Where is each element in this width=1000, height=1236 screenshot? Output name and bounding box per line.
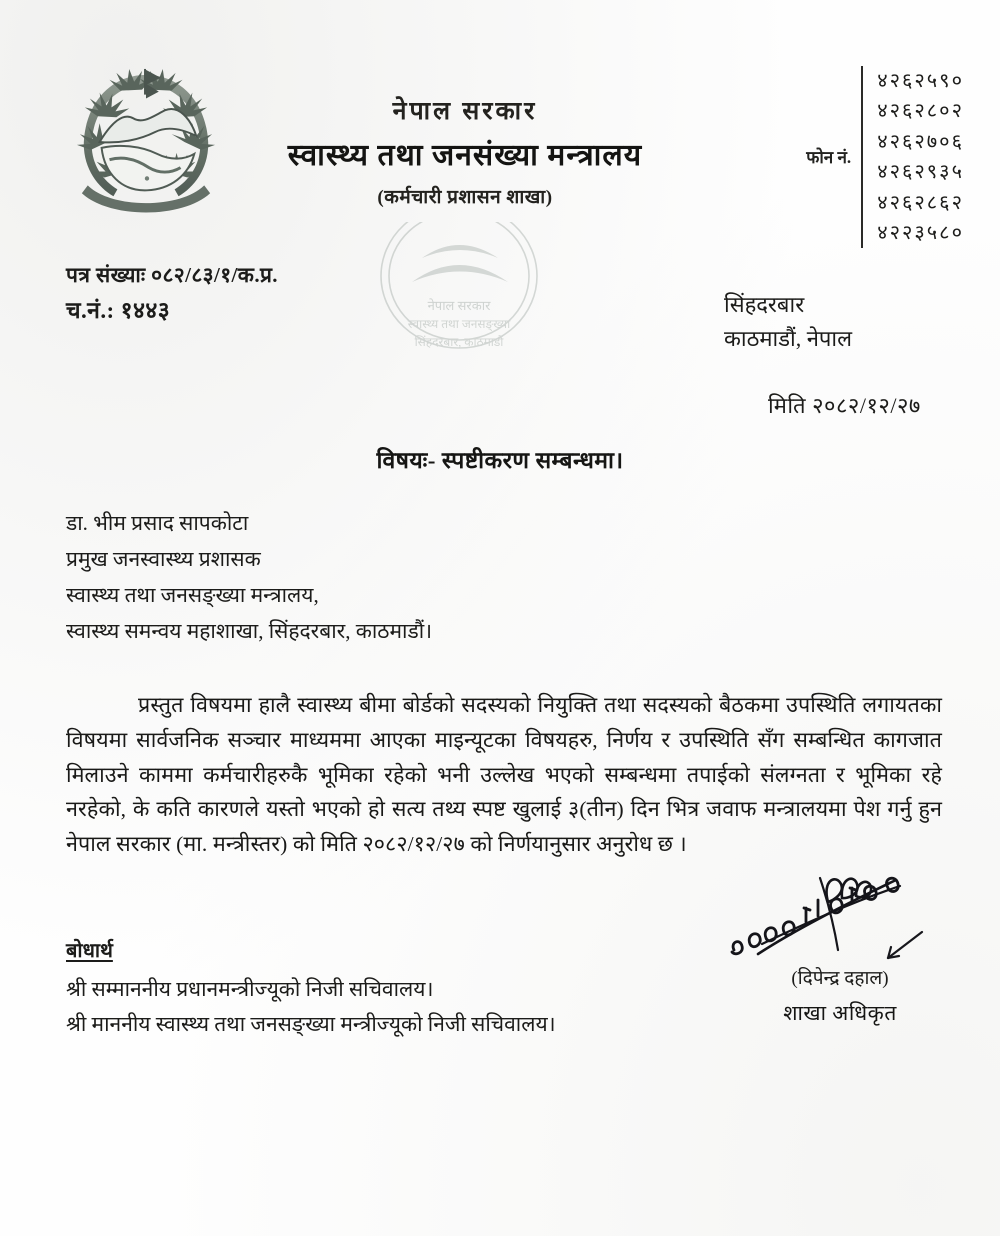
ministry-name: स्वास्थ्य तथा जनसंख्या मन्त्रालय bbox=[287, 139, 643, 173]
svg-text:नेपाल सरकार: नेपाल सरकार bbox=[427, 298, 491, 313]
chalani-number: च.नं.: १४४३ bbox=[66, 298, 171, 324]
recipient-name: डा. भीम प्रसाद सापकोटा bbox=[66, 511, 249, 535]
phone-number: ४२६२९३५ bbox=[877, 161, 964, 184]
letterhead-titles bbox=[250, 96, 680, 209]
recipient-designation: प्रमुख जनस्वास्थ्य प्रशासक bbox=[66, 547, 261, 572]
copy-to-title: बोधार्थ bbox=[66, 940, 113, 962]
copy-to-block bbox=[66, 935, 556, 1042]
phone-number: ४२२३५८० bbox=[877, 221, 964, 244]
signatory-name: (दिपेन्द्र दहाल) bbox=[791, 968, 889, 989]
copy-to-item: श्री माननीय स्वास्थ्य तथा जनसङ्ख्या मन्त्रीज्यूको निजी सचिवालय। bbox=[66, 1012, 556, 1037]
sender-address bbox=[724, 288, 852, 356]
svg-text:सिंहदरबार, काठमाडौं: सिंहदरबार, काठमाडौं bbox=[414, 335, 504, 349]
body-paragraph: प्रस्तुत विषयमा हालै स्वास्थ्य बीमा बोर्डको सदस्यको नियुक्ति तथा सदस्यको बैठकमा उपस्थिति लगायतका विषयमा सार्वजनिक सञ्चार माध्यममा आएका माइन्यूटका विषयहरु, निर्णय र उपस्थिति सँग सम्बन्धित कागजात मिलाउने काममा कर्मचारीहरुकै भूमिका रहेको भनी उल्लेख भएको सम्बन्धमा तपाईको संलग्नता र भूमिका रहे नरहेको, के कति कारणले यस्तो भएको हो सत्य तथ्य स्पष्ट खुलाई ३(तीन) दिन भित्र जवाफ मन्त्रालयमा पेश गर्नु हुन नेपाल सरकार (मा. मन्त्रीस्तर) को मिति २०८२/१२/२७ को निर्णयानुसार अनुरोध छ । bbox=[66, 693, 942, 857]
phone-number: ४२६२७०६ bbox=[877, 130, 964, 153]
nepal-government-emblem-icon bbox=[72, 64, 220, 214]
phone-number: ४२६२८०२ bbox=[877, 100, 964, 123]
government-name: नेपाल सरकार bbox=[392, 98, 538, 125]
branch-name: (कर्मचारी प्रशासन शाखा) bbox=[377, 187, 553, 209]
phone-block bbox=[806, 66, 964, 248]
signature-block bbox=[700, 872, 980, 1027]
signatory-designation: शाखा अधिकृत bbox=[783, 1001, 897, 1025]
recipient-block bbox=[66, 505, 432, 649]
copy-to-item: श्री सम्माननीय प्रधानमन्त्रीज्यूको निजी सचिवालय। bbox=[66, 977, 434, 1002]
phone-number: ४२६२८६२ bbox=[877, 191, 964, 214]
recipient-department: स्वास्थ्य समन्वय महाशाखा, सिंहदरबार, काठमाडौं। bbox=[66, 619, 433, 644]
address-line-1: सिंहदरबार bbox=[724, 292, 805, 317]
address-line-2: काठमाडौं, नेपाल bbox=[724, 326, 853, 352]
phone-divider bbox=[861, 66, 863, 248]
official-round-seal-icon bbox=[352, 222, 567, 362]
phone-label: फोन नं. bbox=[806, 147, 852, 167]
reference-numbers bbox=[66, 258, 278, 329]
handwritten-signature bbox=[700, 872, 980, 968]
letter-number: पत्र संख्याः ०८२/८३/१/क.प्र. bbox=[66, 263, 278, 287]
subject-line: विषयः- स्पष्टीकरण सम्बन्धमा। bbox=[376, 448, 624, 473]
recipient-organization: स्वास्थ्य तथा जनसङ्ख्या मन्त्रालय, bbox=[66, 583, 319, 608]
phone-number-list bbox=[877, 66, 964, 248]
svg-text:स्वास्थ्य तथा जनसङ्ख्या: स्वास्थ्य तथा जनसङ्ख्या bbox=[407, 317, 511, 331]
phone-number: ४२६२५९० bbox=[877, 70, 964, 92]
letter-date: मिति २०८२/१२/२७ bbox=[768, 393, 921, 418]
